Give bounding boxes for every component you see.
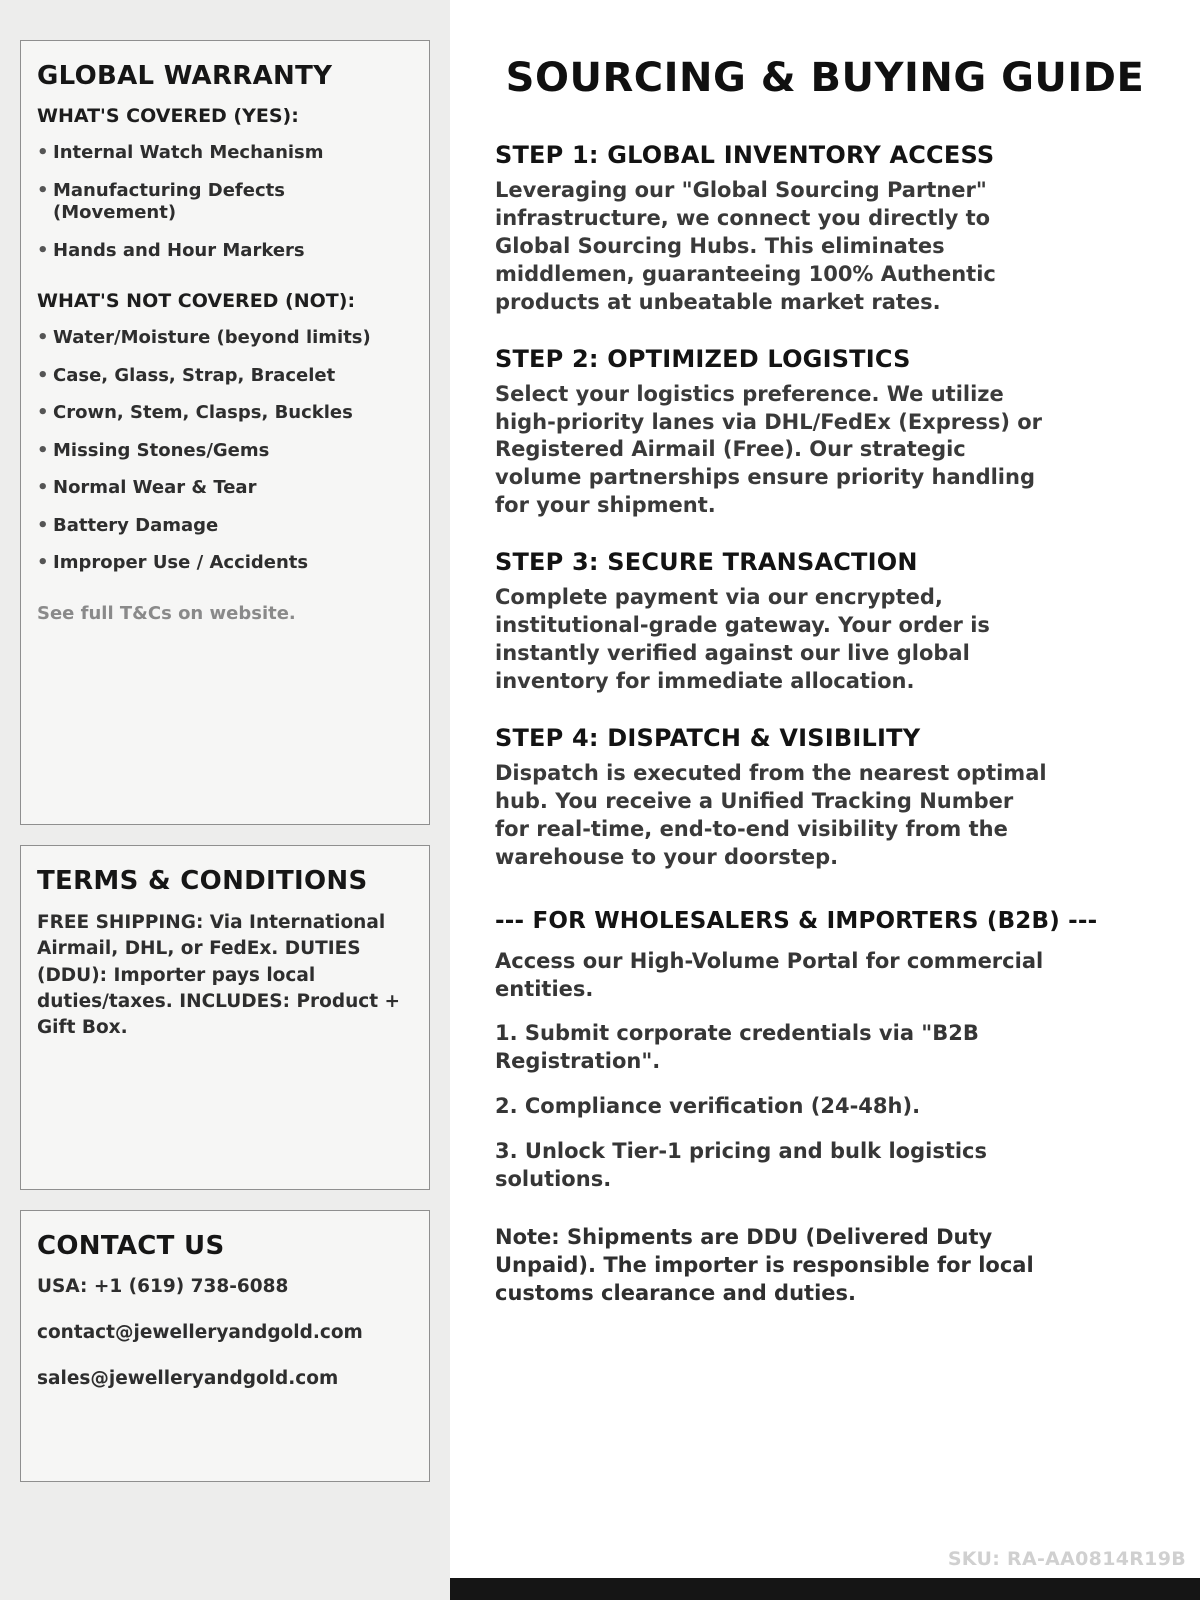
main-content [450,0,1200,1600]
contact-box [20,1210,430,1482]
list-item: • Battery Damage [37,515,413,538]
step-4-section [495,724,1155,872]
step-3-body: Complete payment via our encrypted, institutional-grade gateway. Your order is instantly verified against our live global inventory for immediate allocation. [495,585,990,693]
covered-list [37,142,413,262]
step-3-section [495,548,1155,696]
list-item: • Improper Use / Accidents [37,552,413,575]
page-title: SOURCING & BUYING GUIDE [505,55,1145,101]
step-2-heading: STEP 2: OPTIMIZED LOGISTICS [495,344,911,373]
list-item: • Case, Glass, Strap, Bracelet [37,365,413,388]
covered-heading: WHAT'S COVERED (YES): [37,105,299,127]
b2b-note: Note: Shipments are DDU (Delivered Duty Unpaid). The importer is responsible for local customs clearance and duties. [495,1225,1034,1305]
step-1-body: Leveraging our "Global Sourcing Partner" infrastructure, we connect you directly to Global Sourcing Hubs. This eliminates middlemen, guaranteeing 100% Authentic products at unbeatable market rates. [495,178,996,314]
step-4-heading: STEP 4: DISPATCH & VISIBILITY [495,723,921,752]
contact-email-primary: contact@jewelleryandgold.com [37,1322,363,1344]
list-item: • Water/Moisture (beyond limits) [37,327,413,350]
b2b-step-1: 1. Submit corporate credentials via "B2B Registration". [495,1021,979,1074]
terms-body: FREE SHIPPING: Via International Airmail, DHL, or FedEx. DUTIES (DDU): Importer pays local duties/taxes. INCLUDES: Product + Gift Box. [37,912,401,1039]
warranty-box [20,40,430,825]
sku-label: SKU: RA-AA0814R19B [947,1548,1186,1570]
step-2-body: Select your logistics preference. We utilize high-priority lanes via DHL/FedEx (Express) or Registered Airmail (Free). Our strategic volume partnerships ensure priority handling for your shipment. [495,381,1043,518]
b2b-step-3: 3. Unlock Tier-1 pricing and bulk logistics solutions. [495,1139,988,1192]
step-1-section [495,141,1155,317]
contact-email-sales: sales@jewelleryandgold.com [37,1368,339,1390]
b2b-heading: --- FOR WHOLESALERS & IMPORTERS (B2B) --- [495,907,1098,934]
terms-title: TERMS & CONDITIONS [37,866,368,896]
step-4-body: Dispatch is executed from the nearest optimal hub. You receive a Unified Tracking Number for real-time, end-to-end visibility from the warehouse to your doorstep. [495,760,1047,869]
step-2-section [495,345,1155,521]
list-item: • Crown, Stem, Clasps, Buckles [37,402,413,425]
terms-box [20,845,430,1190]
contact-phone: USA: +1 (619) 738-6088 [37,1276,289,1297]
list-item: • Hands and Hour Markers [37,240,413,263]
bottom-bar [450,1578,1200,1600]
step-1-heading: STEP 1: GLOBAL INVENTORY ACCESS [495,141,995,169]
warranty-footnote: See full T&Cs on website. [37,602,296,624]
list-item: • Missing Stones/Gems [37,440,413,463]
warranty-title: GLOBAL WARRANTY [37,61,333,91]
list-item: • Internal Watch Mechanism [37,142,413,165]
sidebar [0,0,450,1600]
not-covered-heading: WHAT'S NOT COVERED (NOT): [37,290,356,312]
b2b-intro: Access our High-Volume Portal for commercial entities. [495,948,1044,1001]
b2b-step-2: 2. Compliance verification (24-48h). [495,1094,921,1119]
not-covered-list [37,327,413,575]
list-item: • Normal Wear & Tear [37,477,413,500]
b2b-section [495,908,1155,1308]
step-3-heading: STEP 3: SECURE TRANSACTION [495,548,918,577]
contact-title: CONTACT US [37,1231,225,1261]
list-item: • Manufacturing Defects (Movement) [37,180,413,225]
